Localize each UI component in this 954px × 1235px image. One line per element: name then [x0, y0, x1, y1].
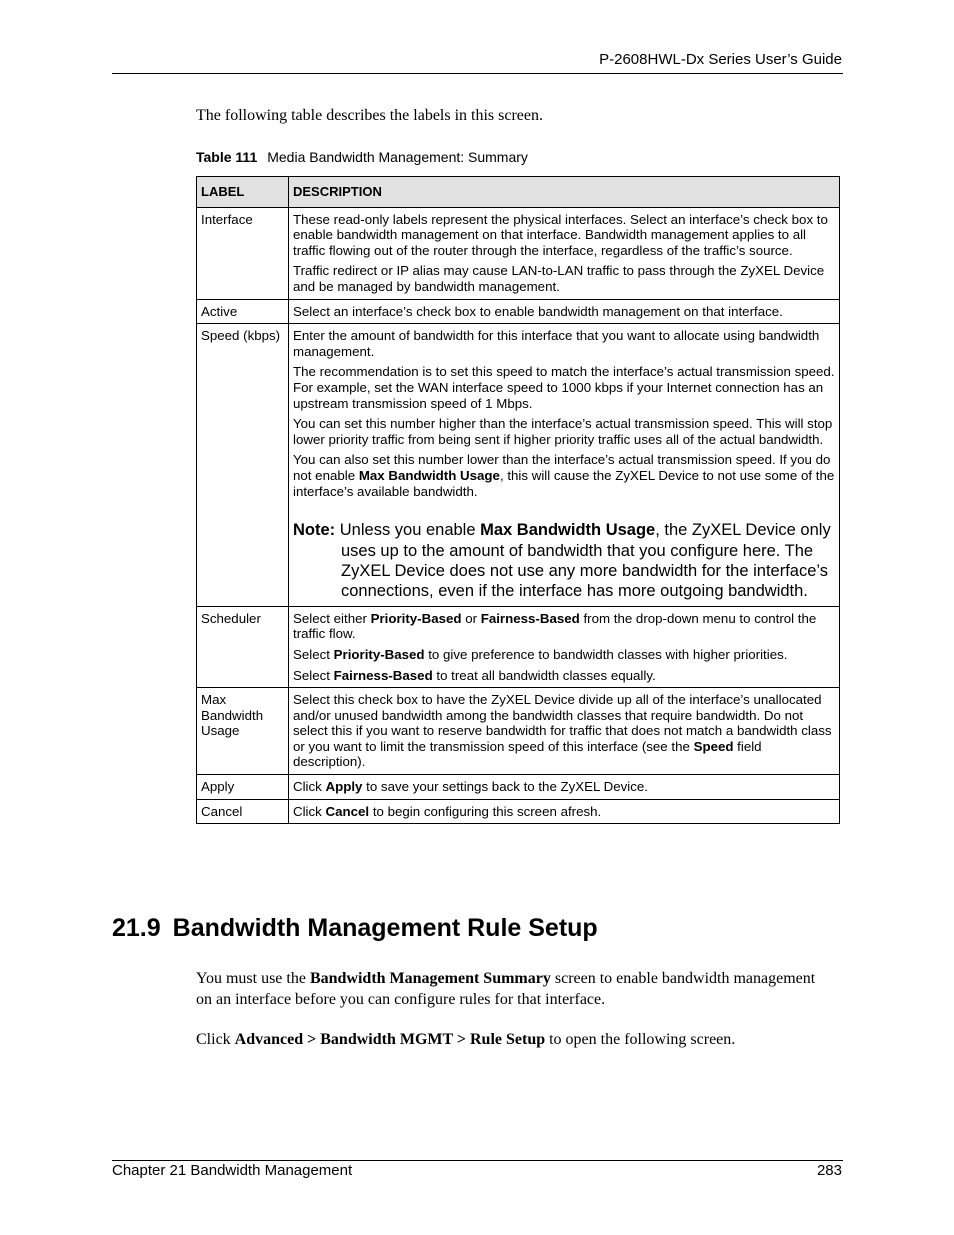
table-caption-number: Table 111	[196, 149, 258, 165]
row-label: Cancel	[197, 799, 289, 824]
description-paragraph: Select this check box to have the ZyXEL Device divide up all of the interface’s unallocated and/or unused bandwidth among the bandwidth classes that require bandwidth. Do not select this if you want to reserve bandwidth for traffic that does not match a bandwidth class or you want to limit the transmission speed of this interface (see the Speed field description).	[293, 692, 832, 770]
description-paragraph: You can also set this number lower than the interface’s actual transmission speed. If you do not enable Max Bandwidth Usage, this will cause the ZyXEL Device to not use some of the interface’s available bandwidth.	[293, 452, 835, 499]
description-paragraph: Click Cancel to begin configuring this screen afresh.	[293, 803, 602, 819]
body-paragraph: You must use the Bandwidth Management Summary screen to enable bandwidth management on an interface before you can configure rules for that interface.	[196, 970, 816, 1008]
table-row-interface	[197, 207, 840, 299]
description-paragraph: The recommendation is to set this speed to match the interface’s actual transmission speed. For example, set the WAN interface speed to 1000 kbps if your Internet connection has an upstream transmission speed of 1 Mbps.	[293, 364, 835, 411]
row-label: Active	[197, 299, 289, 324]
table-row-max-bandwidth-usage	[197, 688, 840, 775]
footer-chapter: Chapter 21 Bandwidth Management	[112, 1162, 353, 1179]
row-description	[289, 799, 840, 824]
row-label: Apply	[197, 775, 289, 800]
row-label: Speed (kbps)	[197, 324, 289, 607]
row-description	[289, 207, 840, 299]
row-label: Interface	[197, 207, 289, 299]
table-row-scheduler	[197, 606, 840, 687]
row-description	[289, 299, 840, 324]
body-paragraph: Click Advanced > Bandwidth MGMT > Rule Setup to open the following screen.	[196, 1031, 736, 1048]
row-label: Max Bandwidth Usage	[197, 688, 289, 775]
note-label: Note:	[293, 521, 336, 540]
description-paragraph: These read-only labels represent the physical interfaces. Select an interface’s check box to enable bandwidth management on that interface. Bandwidth management applies to all traffic flowing out of the router through the interface, regardless of the traffic’s source.	[293, 211, 828, 258]
description-paragraph: Traffic redirect or IP alias may cause LAN-to-LAN traffic to pass through the ZyXEL Device and be managed by bandwidth management.	[293, 263, 825, 294]
table-row-apply	[197, 775, 840, 800]
row-description	[289, 688, 840, 775]
note-callout: Note: Unless you enable Max Bandwidth Usage, the ZyXEL Device only uses up to the amount of bandwidth that you configure here. The ZyXEL Device does not use any more bandwidth for the interface’s connections, even if the interface has more outgoing bandwidth.	[293, 521, 831, 601]
column-header-label: LABEL	[197, 177, 289, 208]
row-description	[289, 606, 840, 687]
label-description-table	[196, 176, 840, 824]
table-row-speed	[197, 324, 840, 607]
description-paragraph: Click Apply to save your settings back to the ZyXEL Device.	[293, 779, 648, 795]
table-caption	[196, 149, 528, 165]
column-header-description: DESCRIPTION	[289, 177, 840, 208]
section-title-text: Bandwidth Management Rule Setup	[172, 914, 598, 942]
footer-rule	[112, 1160, 843, 1161]
row-description	[289, 775, 840, 800]
description-paragraph: Select either Priority-Based or Fairness-Based from the drop-down menu to control the traffic flow.	[293, 610, 817, 642]
section-number: 21.9	[112, 914, 161, 942]
running-header-title: P-2608HWL-Dx Series User’s Guide	[599, 51, 842, 68]
row-description	[289, 324, 840, 607]
page-number: 283	[816, 1162, 842, 1179]
description-paragraph: Enter the amount of bandwidth for this interface that you want to allocate using bandwidth management.	[293, 328, 820, 359]
description-paragraph: Select an interface’s check box to enable bandwidth management on that interface.	[293, 303, 783, 319]
section-heading	[112, 914, 598, 943]
row-label: Scheduler	[197, 606, 289, 687]
description-paragraph: Select Priority-Based to give preference to bandwidth classes with higher priorities.	[293, 646, 788, 662]
header-rule	[112, 73, 843, 74]
intro-paragraph: The following table describes the labels in this screen.	[196, 107, 544, 124]
description-paragraph: Select Fairness-Based to treat all bandwidth classes equally.	[293, 667, 656, 683]
description-paragraph: You can set this number higher than the interface’s actual transmission speed. This will stop lower priority traffic from being sent if higher priority traffic uses all of the actual bandwidth.	[293, 416, 833, 447]
table-row-cancel	[197, 799, 840, 824]
table-caption-text: Media Bandwidth Management: Summary	[267, 149, 528, 165]
table-header-row	[197, 177, 840, 208]
table-row-active	[197, 299, 840, 324]
